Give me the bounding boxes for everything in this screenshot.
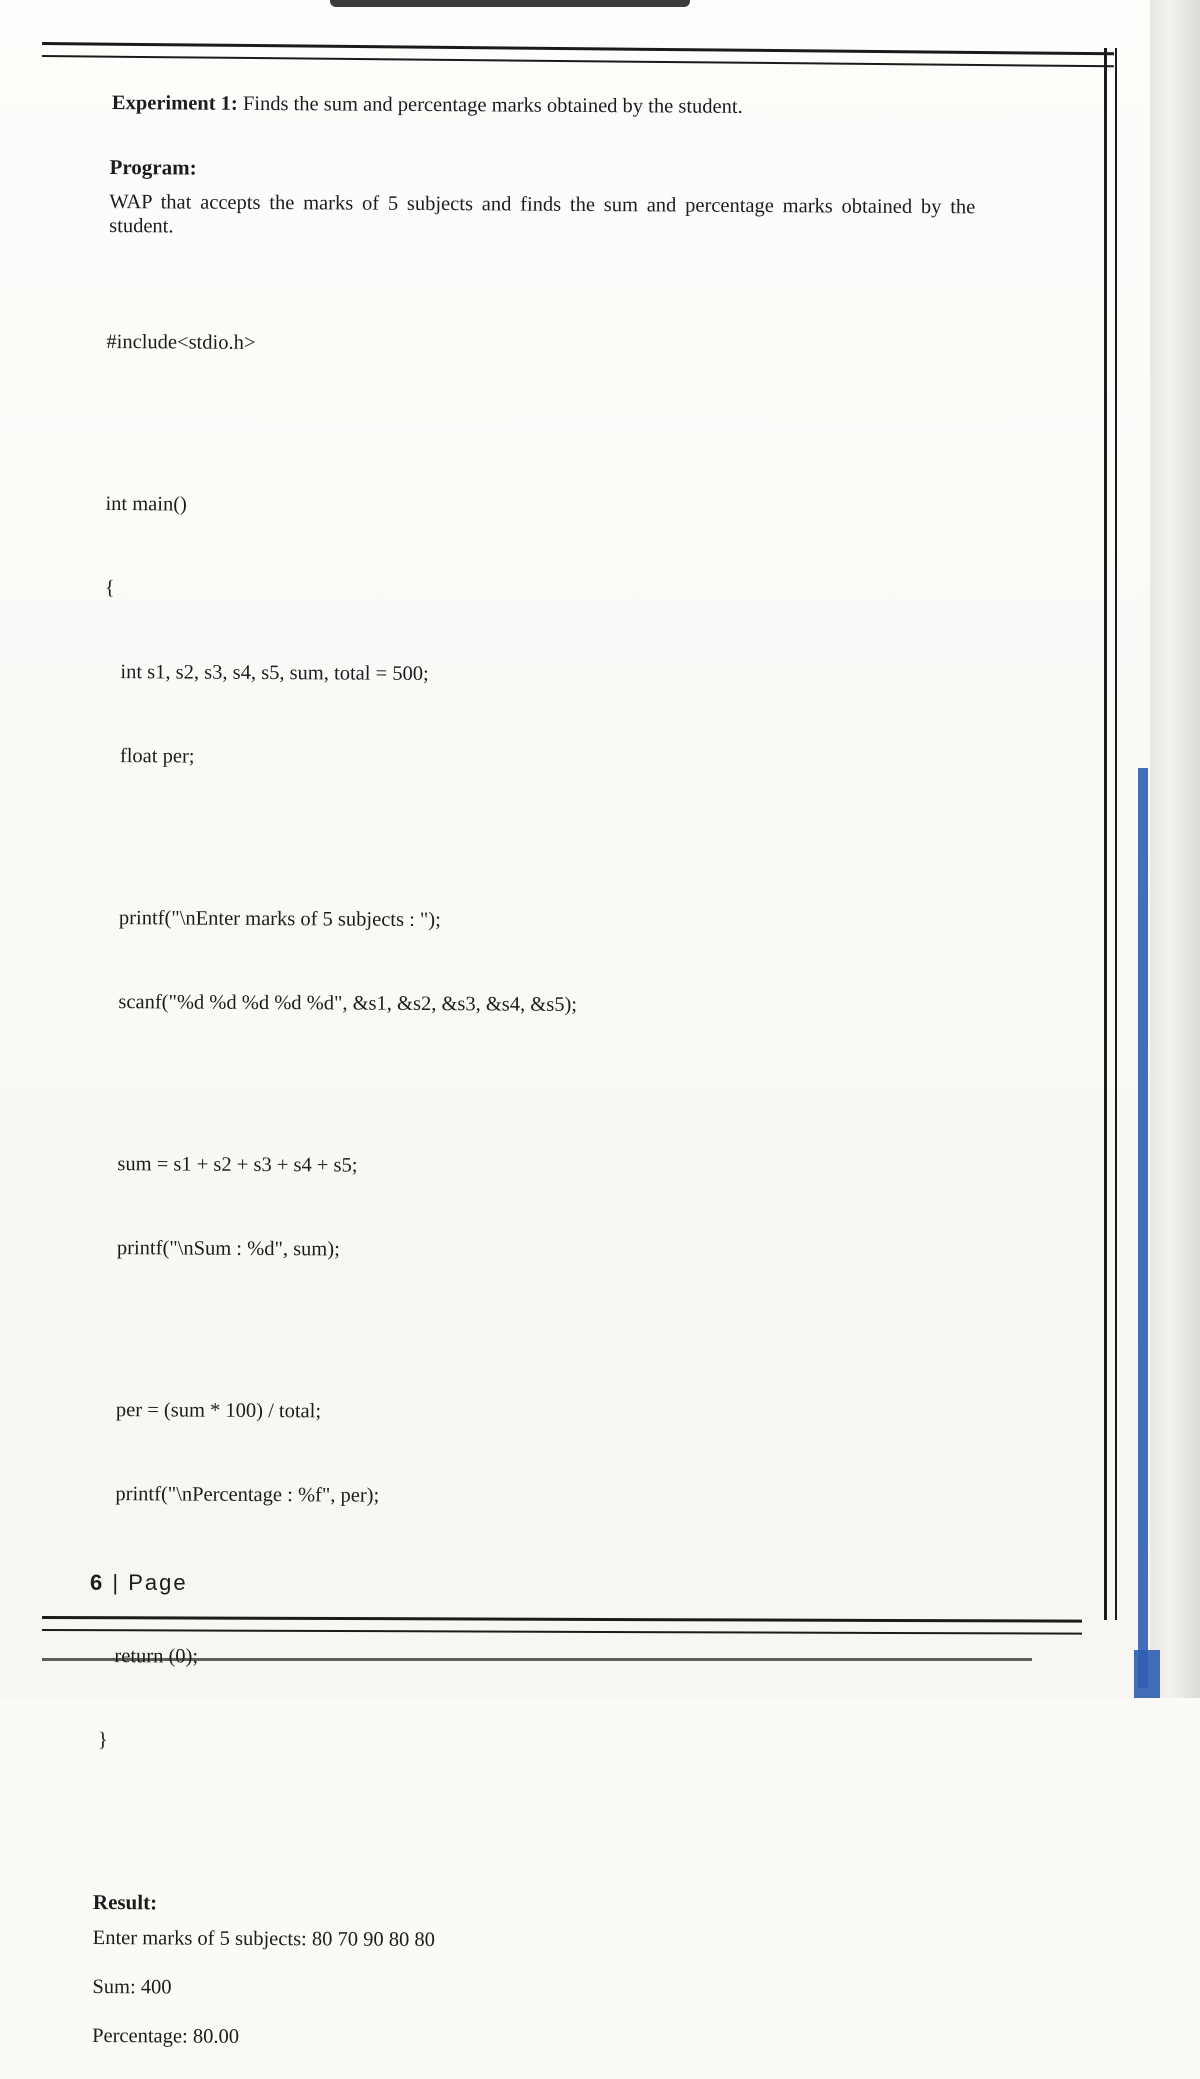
page-number: 6 [90,1570,105,1595]
code-decl-float: float per; [119,745,195,768]
scan-right-strip [1150,0,1200,1698]
document-body [92,92,984,2079]
code-gap [99,1564,975,1591]
code-close-brace: } [97,1728,108,1752]
binding-edge [1138,768,1148,1688]
result-input-line: Enter marks of 5 subjects: 80 70 90 80 80 [92,1926,435,1952]
code-sum-expression: sum = s1 + s2 + s3 + s4 + s5; [117,1153,358,1177]
experiment-heading [112,92,984,120]
result-label: Result: [92,1889,158,1915]
program-label: Program: [109,155,197,180]
code-printf-sum: printf("\nSum : %d", sum); [116,1237,340,1261]
code-printf-prompt: printf("\nEnter marks of 5 subjects : "); [118,907,441,932]
binding-edge-lower [1134,1650,1160,1698]
code-printf-percentage: printf("\nPercentage : %f", per); [115,1483,380,1507]
result-percentage-line: Percentage: 80.00 [92,2024,240,2048]
scan-top-edge [330,0,690,7]
code-decl-int: int s1, s2, s3, s4, s5, sum, total = 500; [120,661,429,685]
program-description: WAP that accepts the marks of 5 subjects and finds the sum and percentage marks obtained by the student. [109,191,976,238]
code-block [98,272,983,1815]
code-per-expression: per = (sum * 100) / total; [115,1399,322,1423]
code-scanf: scanf("%d %d %d %d %d", &s1, &s2, &s3, &s4, &s5); [118,991,578,1016]
code-gap [100,1318,976,1345]
page-word: Page [128,1570,188,1595]
page-footer [90,1570,188,1596]
code-main-signature: int main() [105,493,187,516]
page-separator: | [104,1570,129,1595]
code-gap [103,826,979,853]
code-include: #include<stdio.h> [106,331,256,354]
code-return: return (0); [114,1645,199,1668]
experiment-heading-label: Experiment 1: [111,92,238,115]
code-open-brace: { [104,577,115,600]
result-sum-line: Sum: 400 [92,1975,172,1999]
experiment-heading-text: Finds the sum and percentage marks obtained by the student. [242,92,743,118]
code-gap [102,1072,978,1099]
code-gap [106,412,982,439]
page-border-right [1104,48,1117,1620]
